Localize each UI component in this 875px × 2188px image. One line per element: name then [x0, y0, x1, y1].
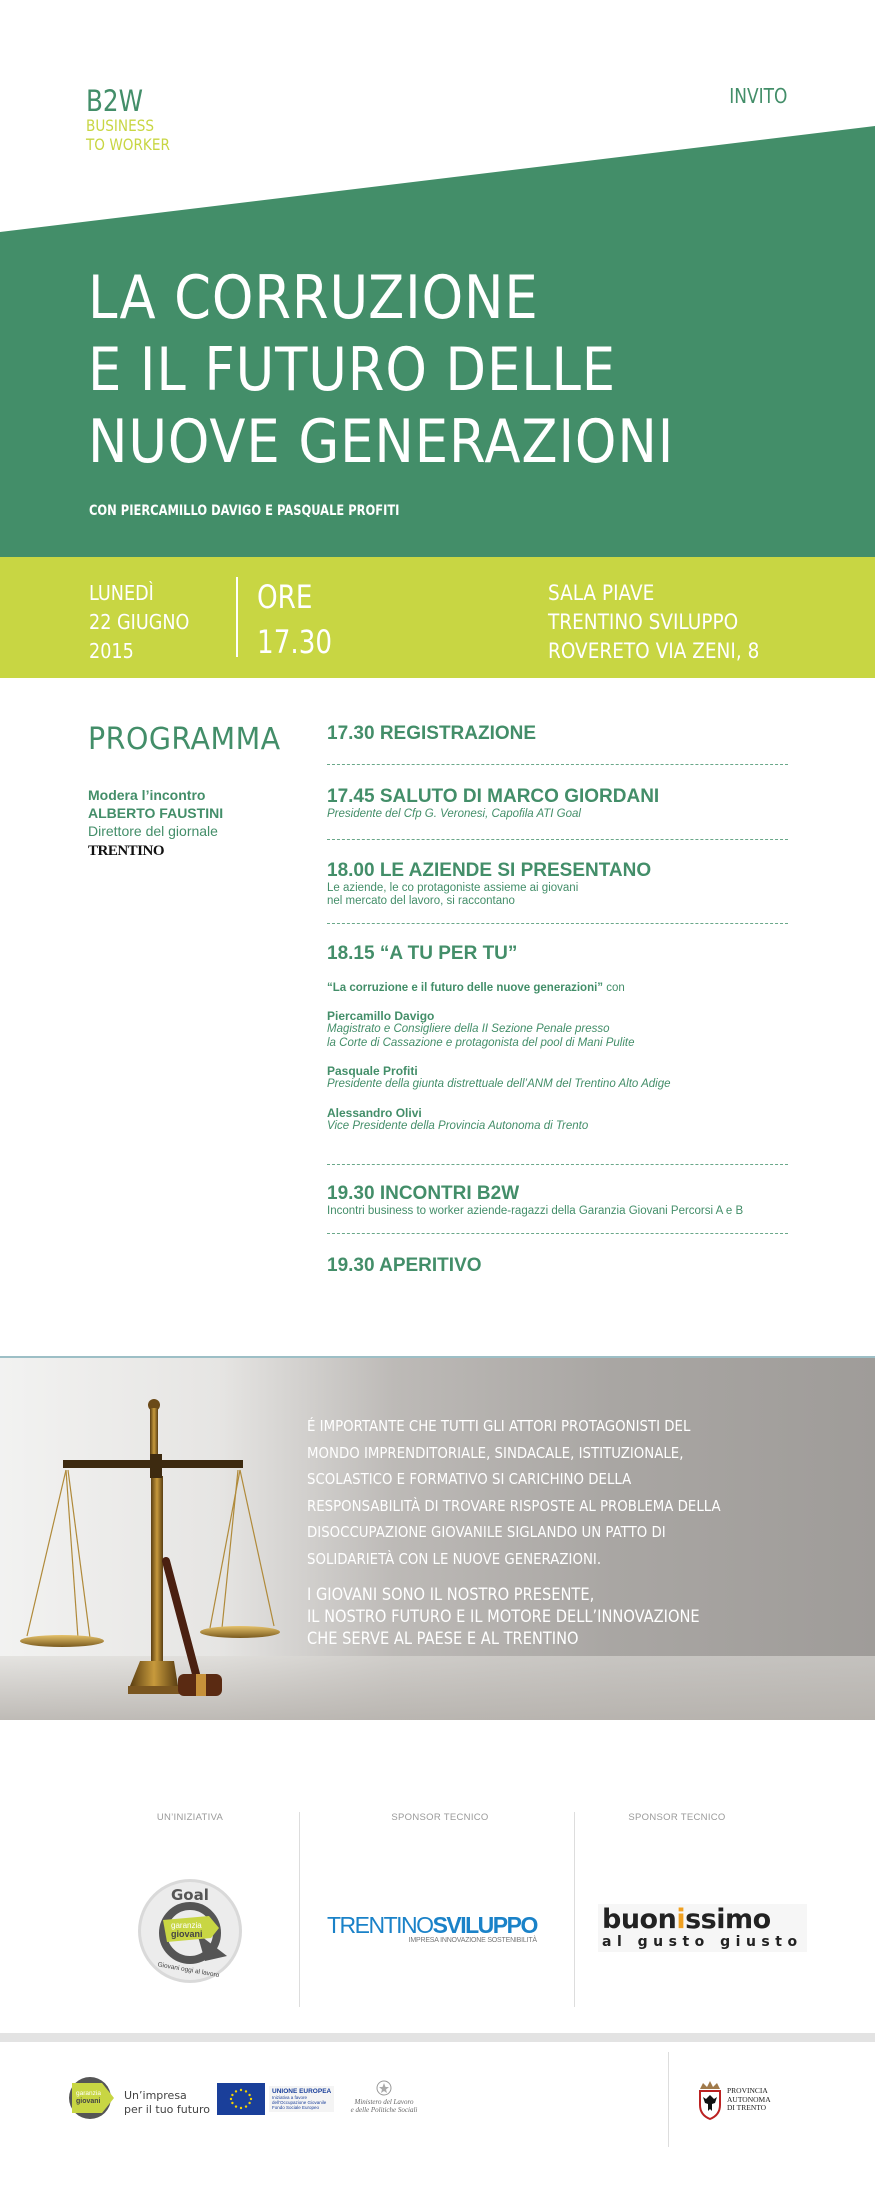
province-line: AUTONOMA [727, 2094, 771, 2104]
agenda-subtitle: Presidente del Cfp G. Veronesi, Capofila ATI Goal [327, 808, 581, 820]
speaker [327, 1064, 788, 1092]
talk-title [327, 981, 788, 995]
statement-paragraph [307, 1584, 721, 1650]
date-line: 22 GIUGNO [89, 610, 190, 634]
agenda-heading: 17.30 REGISTRAZIONE [327, 723, 537, 744]
eu-line: dell’Occupazione Giovanile [272, 2100, 327, 2105]
brand-logo [86, 86, 185, 154]
tsv-tagline: IMPRESA INNOVAZIONE SOSTENIBILITÀ [408, 1937, 537, 1944]
footer-divider [668, 2052, 669, 2147]
statement-line: RESPONSABILITÀ DI TROVARE RISPOSTE AL PROBLEMA DELLA [307, 1496, 721, 1515]
italian-emblem-icon [375, 2080, 393, 2096]
garanzia-tagline [124, 2089, 210, 2117]
statement-line: É IMPORTANTE CHE TUTTI GLI ATTORI PROTAGONISTI DEL [307, 1417, 691, 1435]
sponsor-divider [574, 1812, 575, 2007]
moderator-role: Direttore del giornale [88, 823, 218, 839]
dashed-divider [327, 1233, 788, 1234]
agenda-item [327, 786, 788, 821]
tsv-word-2: SVILUPPO [432, 1912, 537, 1938]
talk-quote-suffix: con [603, 982, 625, 994]
event-title [88, 262, 674, 478]
brand-line-2: TO WORKER [86, 135, 170, 154]
speaker-name: Piercamillo Davigo [327, 1009, 435, 1023]
goal-garanzia: garanzia [171, 1921, 202, 1930]
speaker-name: Alessandro Olivi [327, 1105, 422, 1120]
guests-subtitle: CON PIERCAMILLO DAVIGO E PASQUALE PROFITI [89, 503, 400, 519]
time-label: ORE [257, 578, 313, 616]
trentino-sviluppo-logo [327, 1912, 537, 1944]
ministry-line: e delle Politiche Sociali [350, 2106, 418, 2114]
goal-motto: Giovani oggi al lavoro [156, 1961, 220, 1980]
sponsor-label: UN’INIZIATIVA [156, 1812, 224, 1823]
venue-line: SALA PIAVE [548, 581, 655, 605]
talk-quote: “La corruzione e il futuro delle nuove generazioni” [327, 982, 604, 994]
agenda-item [327, 860, 788, 908]
agenda-heading: 19.30 INCONTRI B2W [327, 1183, 520, 1204]
venue-line: ROVERETO VIA ZENI, 8 [548, 639, 760, 663]
statement-line: SOLIDARIETÀ CON LE NUOVE GENERAZIONI. [307, 1549, 602, 1568]
agenda-heading: 18.00 LE AZIENDE SI PRESENTANO [327, 860, 652, 881]
agenda-subtitle-line: nel mercato del lavoro, si raccontano [327, 895, 515, 907]
event-info-band [0, 557, 875, 678]
title-line: NUOVE GENERAZIONI [88, 407, 675, 477]
dashed-divider [327, 839, 788, 840]
agenda-item [327, 1183, 788, 1218]
speaker-role: Vice Presidente della Provincia Autonoma di Trento [327, 1119, 589, 1132]
sponsor-column [380, 1812, 500, 1823]
agenda-heading: 18.15 “A TU PER TU” [327, 943, 518, 964]
time-value: 17.30 [257, 623, 333, 661]
statement-line: DISOCCUPAZIONE GIOVANILE SIGLANDO UN PATTO DI [307, 1523, 666, 1541]
sponsor-label: SPONSOR TECNICO [628, 1812, 726, 1823]
program-section [0, 678, 875, 1356]
statement-paragraph [307, 1413, 721, 1572]
statement-line: MONDO IMPRENDITORIALE, SINDACALE, ISTITUZIONALE, [307, 1443, 684, 1462]
program-title: PROGRAMMA [88, 722, 281, 757]
moderator-intro: Modera l’incontro [88, 787, 206, 803]
sponsor-column [617, 1812, 737, 1823]
event-venue [548, 579, 759, 666]
gg-giovani: giovani [76, 2098, 101, 2105]
agenda-heading: 17.45 SALUTO DI MARCO GIORDANI [327, 786, 660, 807]
eu-logo [217, 2083, 334, 2115]
moderator-name: ALBERTO FAUSTINI [88, 805, 224, 821]
date-line: 2015 [89, 639, 134, 663]
agenda-subtitle-line: Le aziende, le co protagoniste assieme ai giovani [327, 882, 579, 894]
event-date [89, 579, 189, 666]
event-time [257, 575, 332, 665]
moderator-block [88, 786, 223, 860]
speaker [327, 1009, 788, 1050]
speaker [327, 1106, 788, 1134]
agenda-heading: 19.30 APERITIVO [327, 1255, 482, 1276]
eu-text [269, 2086, 334, 2112]
info-divider [236, 577, 238, 657]
ministry-logo [346, 2080, 422, 2114]
garanzia-giovani-logo [68, 2075, 118, 2121]
dashed-divider [327, 764, 788, 765]
header [0, 0, 875, 558]
invitation-label: INVITO [728, 84, 787, 108]
statement-text [307, 1413, 721, 1650]
speaker-role: la Corte di Cassazione e protagonista del pool di Mani Pulite [327, 1036, 635, 1049]
sponsor-column [135, 1812, 245, 1823]
buon-tagline: al gusto giusto [602, 1934, 803, 1950]
agenda-item [327, 943, 788, 1133]
goal-word: Goal [171, 1886, 209, 1904]
footer-separator-bar [0, 2033, 875, 2042]
buon-part-2: i [676, 1904, 686, 1935]
eu-line: Fondo Sociale Europeo [272, 2105, 320, 2110]
newspaper-logo: TRENTINO [88, 843, 165, 859]
buon-part-1: buon [602, 1904, 677, 1935]
dashed-divider [327, 923, 788, 924]
sponsor-label: SPONSOR TECNICO [391, 1812, 489, 1823]
trento-coat-of-arms-icon [697, 2079, 723, 2121]
brand-mark: B2W [86, 84, 143, 118]
goal-garanzia-giovani-logo [135, 1876, 245, 1986]
eu-heading: UNIONE EUROPEA [272, 2088, 332, 2095]
eu-flag-icon [217, 2083, 265, 2115]
gg-garanzia: garanzia [76, 2090, 101, 2097]
date-line: LUNEDÌ [89, 581, 154, 605]
brand-line-1: BUSINESS [86, 116, 154, 135]
speaker-role: Presidente della giunta distrettuale dell’ANM del Trentino Alto Adige [327, 1078, 671, 1090]
title-line: LA CORRUZIONE [88, 263, 539, 333]
scales-of-justice-image [0, 1356, 300, 1720]
ministry-line: Ministero del Lavoro [354, 2098, 414, 2106]
buon-part-3: ssimo [685, 1904, 771, 1935]
sponsors-section [0, 1720, 875, 2036]
agenda-subtitle: Incontri business to worker aziende-ragazzi della Garanzia Giovani Percorsi A e B [327, 1205, 744, 1217]
footer-logos [0, 2042, 875, 2188]
tagline-line: per il tuo futuro [124, 2103, 211, 2116]
eu-line: Iniziativa a favore [272, 2095, 308, 2100]
tagline-line: Un’impresa [124, 2089, 187, 2102]
statement-line: IL NOSTRO FUTURO E IL MOTORE DELL’INNOVAZIONE [307, 1607, 700, 1627]
buonissimo-logo [598, 1904, 807, 1952]
statement-line: I GIOVANI SONO IL NOSTRO PRESENTE, [307, 1585, 595, 1605]
venue-line: TRENTINO SVILUPPO [548, 610, 739, 634]
agenda-item [327, 1255, 788, 1277]
tsv-word-1: TRENTINO [327, 1912, 433, 1938]
sponsor-divider [299, 1812, 300, 2007]
statement-line: CHE SERVE AL PAESE E AL TRENTINO [307, 1629, 579, 1649]
dashed-divider [327, 1164, 788, 1165]
title-line: E IL FUTURO DELLE [88, 335, 617, 405]
province-name [727, 2087, 771, 2113]
province-line: PROVINCIA [727, 2086, 768, 2096]
statement-section [0, 1356, 875, 1720]
speaker-role: Magistrato e Consigliere della II Sezione Penale presso [327, 1023, 610, 1035]
provincia-trento-logo [697, 2079, 771, 2121]
goal-giovani: giovani [171, 1929, 203, 1939]
agenda-item [327, 723, 788, 745]
statement-line: SCOLASTICO E FORMATIVO SI CARICHINO DELLA [307, 1470, 632, 1488]
speaker-name: Pasquale Profiti [327, 1064, 418, 1078]
province-line: DI TRENTO [727, 2103, 767, 2113]
